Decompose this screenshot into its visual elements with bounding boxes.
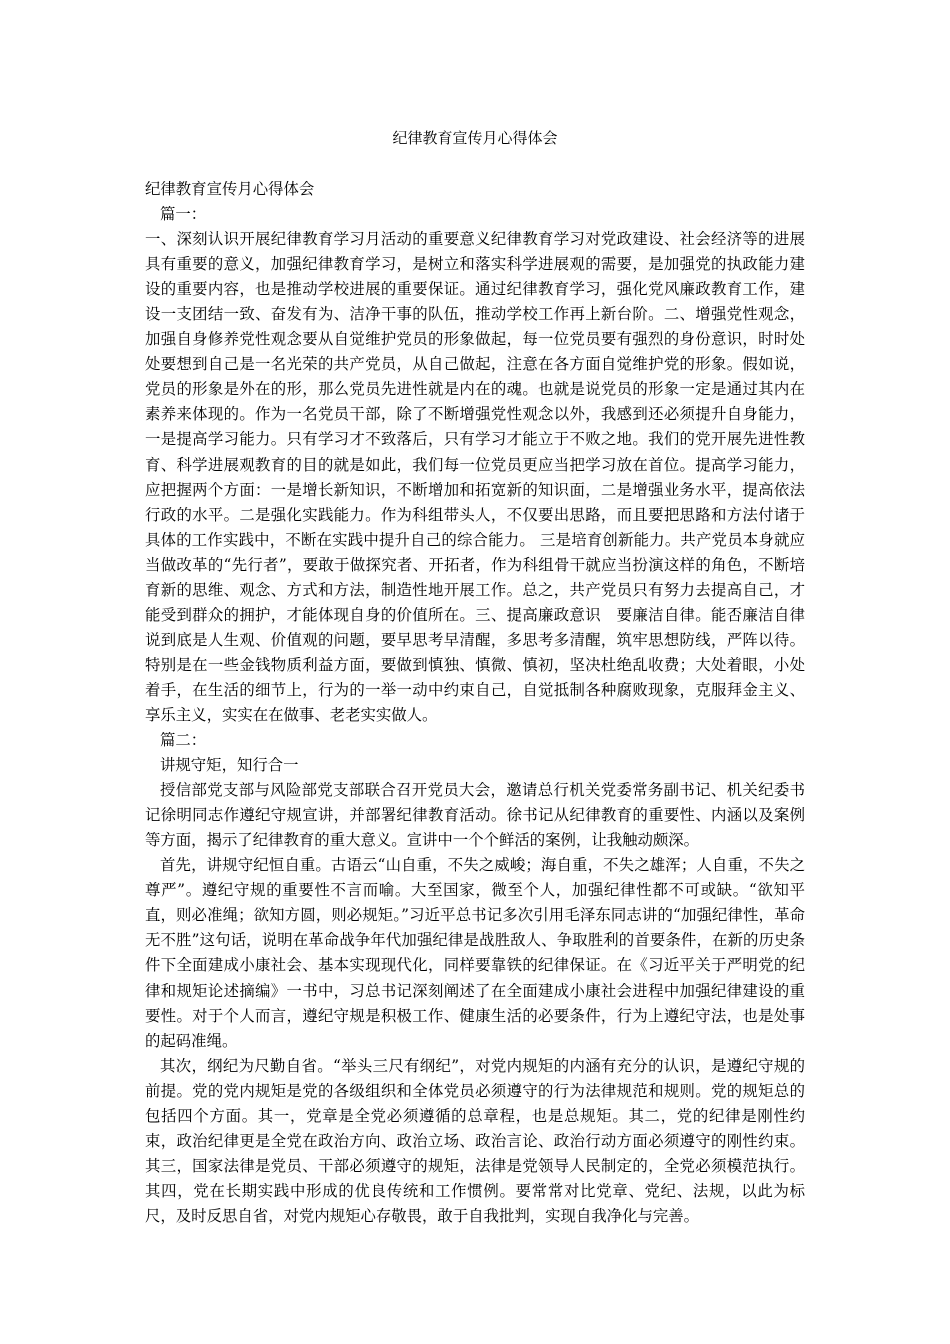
document-title: 纪律教育宣传月心得体会 — [392, 129, 558, 147]
part2-label: 篇二： — [160, 731, 207, 750]
part1-body: 一、深刻认识开展纪律教育学习月活动的重要意义纪律教育学习对党政建设、社会经济等的进展具有重要的意义，加强纪律教育学习，是树立和落实科学进展观的需要，是加强党的执政能力建设的重要内容，也是推动学校进展的重要保证。通过纪律教育学习，强化党风廉政教育工作，建设一支团结一致、奋发有为、洁净干事的队伍，推动学校工作再上新台阶。二、增强党性观念，加强自身修养党性观念要从自觉维护党员的形象做起，每一位党员要有强烈的身份意识，时时处处要想到自己是一名光荣的共产党员，从自己做起，注意在各方面自觉维护党的形象。假如说，党员的形象是外在的形，那么党员先进性就是内在的魂。也就是说党员的形象一定是通过其内在素养来体现的。作为一名党员干部，除了不断增强党性观念以外，我感到还必须提升自身能力，一是提高学习能力。只有学习才不致落后，只有学习才能立于不败之地。我们的党开展先进性教育、科学进展观教育的目的就是如此，我们每一位党员更应当把学习放在首位。提高学习能力，应把握两个方面：一是增长新知识，不断增加和拓宽新的知识面，二是增强业务水平，提高依法行政的水平。二是强化实践能力。作为科组带头人，不仅要出思路，而且要把思路和方法付诸于具体的工作实践中，不断在实践中提升自己的综合能力。 三是培育创新能力。共产党员本身就应当做改革的“先行者”，要敢于做探究者、开拓者，作为科组骨干就应当扮演这样的角色，不断培育新的思维、观念、方式和方法，制造性地开展工作。总之，共产党员只有努力去提高自己，才能受到群众的拥护，才能体现自身的价值所在。三、提高廉政意识 要廉洁自律。能否廉洁自律说到底是人生观、价值观的问题，要早思考早清醒，多思考多清醒，筑牢思想防线，严阵以待。特别是在一些金钱物质利益方面，要做到慎独、慎微、慎初，坚决杜绝乱收费；大处着眼，小处着手，在生活的细节上，行为的一举一动中约束自己，自觉抵制各种腐败现象，克服拜金主义、享乐主义，实实在在做事、老老实实做人。 — [145, 230, 805, 724]
document-subtitle: 纪律教育宣传月心得体会 — [145, 180, 315, 198]
part2-paragraph-2: 首先，讲规守纪恒自重。古语云“山自重，不失之威峻；海自重，不失之雄浑；人自重，不失之尊严”。遵纪守规的重要性不言而喻。大至国家，微至个人，加强纪律性都不可或缺。“欲知平直，则必准绳；欲知方圆，则必规矩。”习近平总书记多次引用毛泽东同志讲的“加强纪律性，革命无不胜”这句话，说明在革命战争年代加强纪律是战胜敌人、争取胜利的首要条件，在新的历史条件下全面建成小康社会、基本实现现代化，同样要靠铁的纪律保证。在《习近平关于严明党的纪律和规矩论述摘编》一书中，习总书记深刻阐述了在全面建成小康社会进程中加强纪律建设的重要性。对于个人而言，遵纪守规是积极工作、健康生活的必要条件，行为上遵纪守法，也是处事的起码准绳。 — [145, 856, 805, 1050]
document-body — [145, 177, 805, 1229]
part2-paragraph-1: 授信部党支部与风险部党支部联合召开党员大会，邀请总行机关党委常务副书记、机关纪委书记徐明同志作遵纪守规宣讲，并部署纪律教育活动。徐书记从纪律教育的重要性、内涵以及案例等方面，揭示了纪律教育的重大意义。宣讲中一个个鲜活的案例，让我触动颇深。 — [145, 781, 805, 850]
part2-paragraph-3: 其次，纲纪为尺勤自省。“举头三尺有纲纪”，对党内规矩的内涵有充分的认识，是遵纪守规的前提。党的党内规矩是党的各级组织和全体党员必须遵守的行为法律规范和规则。党的规矩总的包括四个方面。其一，党章是全党必须遵循的总章程，也是总规矩。其二，党的纪律是刚性约束，政治纪律更是全党在政治方向、政治立场、政治言论、政治行动方面必须遵守的刚性约束。其三，国家法律是党员、干部必须遵守的规矩，法律是党领导人民制定的，全党必须模范执行。其四，党在长期实践中形成的优良传统和工作惯例。要常常对比党章、党纪、法规，以此为标尺，及时反思自省，对党内规矩心存敬畏，敢于自我批判，实现自我净化与完善。 — [145, 1056, 805, 1225]
part1-label: 篇一： — [160, 205, 207, 224]
part2-heading: 讲规守矩，知行合一 — [160, 756, 299, 775]
